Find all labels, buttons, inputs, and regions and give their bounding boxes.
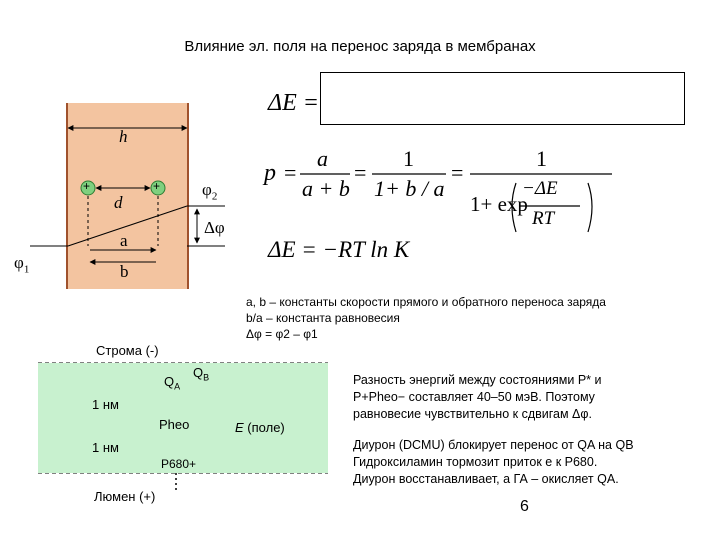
b-label: b bbox=[120, 262, 129, 281]
legend-line-2: b/a – константа равновесия bbox=[246, 311, 400, 325]
phi1-label: $\varphi_1$ bbox=[14, 253, 30, 276]
qa-label: $Q_A$ bbox=[164, 374, 181, 392]
delta-e-formula-label: ΔE = bbox=[268, 90, 319, 116]
diuron-note: Диурон (DCMU) блокирует перенос от QA на QB Гидроксиламин тормозит приток е к P680. Диурон восстанавливает, а ГА – окисляет QA. bbox=[353, 438, 634, 486]
d-label: d bbox=[114, 193, 123, 212]
h-label: h bbox=[119, 127, 128, 146]
formula-box bbox=[320, 72, 685, 125]
field-label: E (поле) bbox=[235, 420, 285, 435]
charge-right-label: + bbox=[153, 179, 161, 193]
delta-e-lnk-formula: ΔE = −RT ln K bbox=[268, 237, 410, 262]
p-symbol: p bbox=[264, 160, 276, 186]
distance-1nm-bottom: 1 нм bbox=[92, 440, 119, 455]
stroma-label: Строма (-) bbox=[96, 343, 159, 358]
energy-note: Разность энергий между состояниями P* и P+Pheo− составляет 40–50 мэВ. Поэтому равновесие чувствительно к сдвигам Δφ. bbox=[353, 373, 602, 421]
distance-1nm-top: 1 нм bbox=[92, 397, 119, 412]
pheo-label: Pheo bbox=[159, 417, 190, 432]
page-number: 6 bbox=[520, 498, 529, 515]
p680-label: P680+ bbox=[161, 457, 197, 471]
delta-phi-label: Δφ bbox=[204, 218, 225, 237]
qb-label: $Q_B$ bbox=[193, 365, 210, 383]
phi2-label: $\varphi_2$ bbox=[202, 180, 218, 203]
a-label: a bbox=[120, 231, 128, 250]
legend-line-1: a, b – константы скорости прямого и обратного переноса заряда bbox=[246, 295, 606, 309]
charge-left-label: + bbox=[83, 179, 91, 193]
slide-title: Влияние эл. поля на перенос заряда в мембранах bbox=[184, 38, 536, 55]
legend-line-3: Δφ = φ2 – φ1 bbox=[246, 327, 318, 341]
lumen-label: Люмен (+) bbox=[94, 489, 156, 504]
